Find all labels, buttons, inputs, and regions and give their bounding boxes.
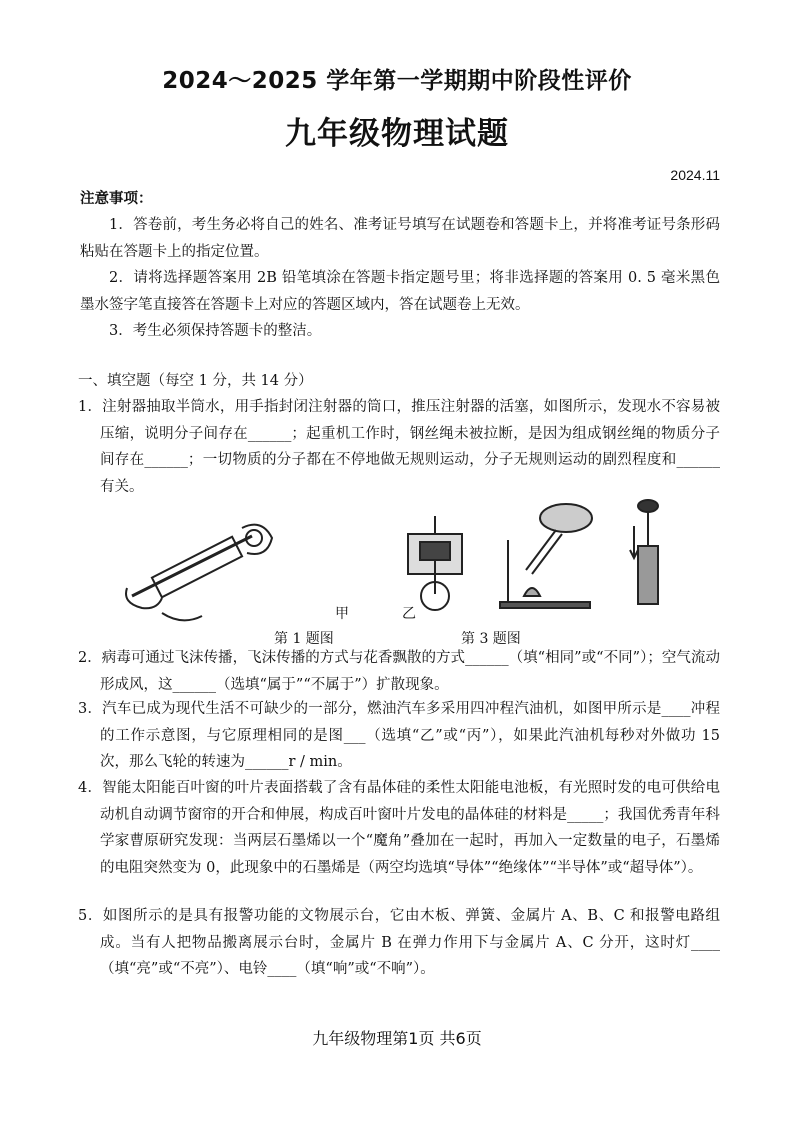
section-heading: 一、填空题（每空 1 分，共 14 分） [78,373,313,389]
figure-caption-1: 第 1 题图 [274,631,334,647]
engine-figure-yi [400,514,470,614]
question-1: 1．注射器抽取半筒水，用手指封闭注射器的筒口，推压注射器的活塞，如图所示，发现水不容易被压缩，说明分子间存在______；起重机工作时，钢丝绳未被拉断，是因为组成钢丝绳的物质分子间存在______；一切物质的分子都在不停地做无规则运动，分子无规则运动的剧烈程度和______有关。 [78,399,720,495]
question-3: 3．汽车已成为现代生活不可缺少的一部分，燃油汽车多采用四冲程汽油机，如图甲所示是____冲程的工作示意图，与它原理相同的是图___（选填“乙”或“丙”），如果此汽油机每秒对外做功 15 次，那么飞轮的转速为______r / min。 [78,701,720,770]
exam-date: 2024.11 [670,167,720,183]
exam-header-title: 2024～2025 学年第一学期期中阶段性评价 [162,68,632,94]
question-2: 2．病毒可通过飞沫传播，飞沫传播的方式与花香飘散的方式______（填“相同”或“不同”）；空气流动形成风，这______（选填“属于”“不属于”）扩散现象。 [78,650,720,693]
note-item-3: 3．考生必须保持答题卡的整洁。 [109,323,322,339]
syringe-figure [122,508,282,626]
question-4: 4．智能太阳能百叶窗的叶片表面搭载了含有晶体硅的柔性太阳能电池板，有光照时发的电可供给电动机自动调节窗帘的开合和伸展，构成百叶窗叶片发电的晶体硅的材料是_____；我国优秀青年科学家曹原研究发现：当两层石墨烯以一个“魔角”叠加在一起时，再加入一定数量的电子，石墨烯的电阻突然变为 0，此现象中的石墨烯是（两空均选填“导体”“绝缘体”“半导体”或“超导体”）。 [78,780,720,876]
figure-label-yi: 乙 [402,606,416,622]
note-item-2: 2．请将选择题答案用 2B 铅笔填涂在答题卡指定题号里；将非选择题的答案用 0. 5 毫米黑色墨水签字笔直接答在答题卡上对应的答题区域内，答在试题卷上无效。 [80,270,720,313]
figure-label-jia: 甲 [335,606,349,622]
test-tube-figure [496,500,598,612]
air-compression-figure [626,496,666,612]
figure-caption-3: 第 3 题图 [461,631,521,647]
note-item-1: 1．答卷前，考生务必将自己的姓名、准考证号填写在试题卷和答题卡上，并将准考证号条形码粘贴在答题卡上的指定位置。 [80,217,720,260]
page-footer: 九年级物理第1页 共6页 [312,1029,482,1048]
question-5: 5．如图所示的是具有报警功能的文物展示台，它由木板、弹簧、金属片 A、B、C 和报警电路组成。当有人把物品搬离展示台时，金属片 B 在弹力作用下与金属片 A、C 分开，这时灯____（填“亮”或“不亮”）、电铃____（填“响”或“不响”）。 [78,908,720,977]
notes-heading: 注意事项： [80,190,153,207]
exam-subject-title: 九年级物理试题 [285,116,509,152]
